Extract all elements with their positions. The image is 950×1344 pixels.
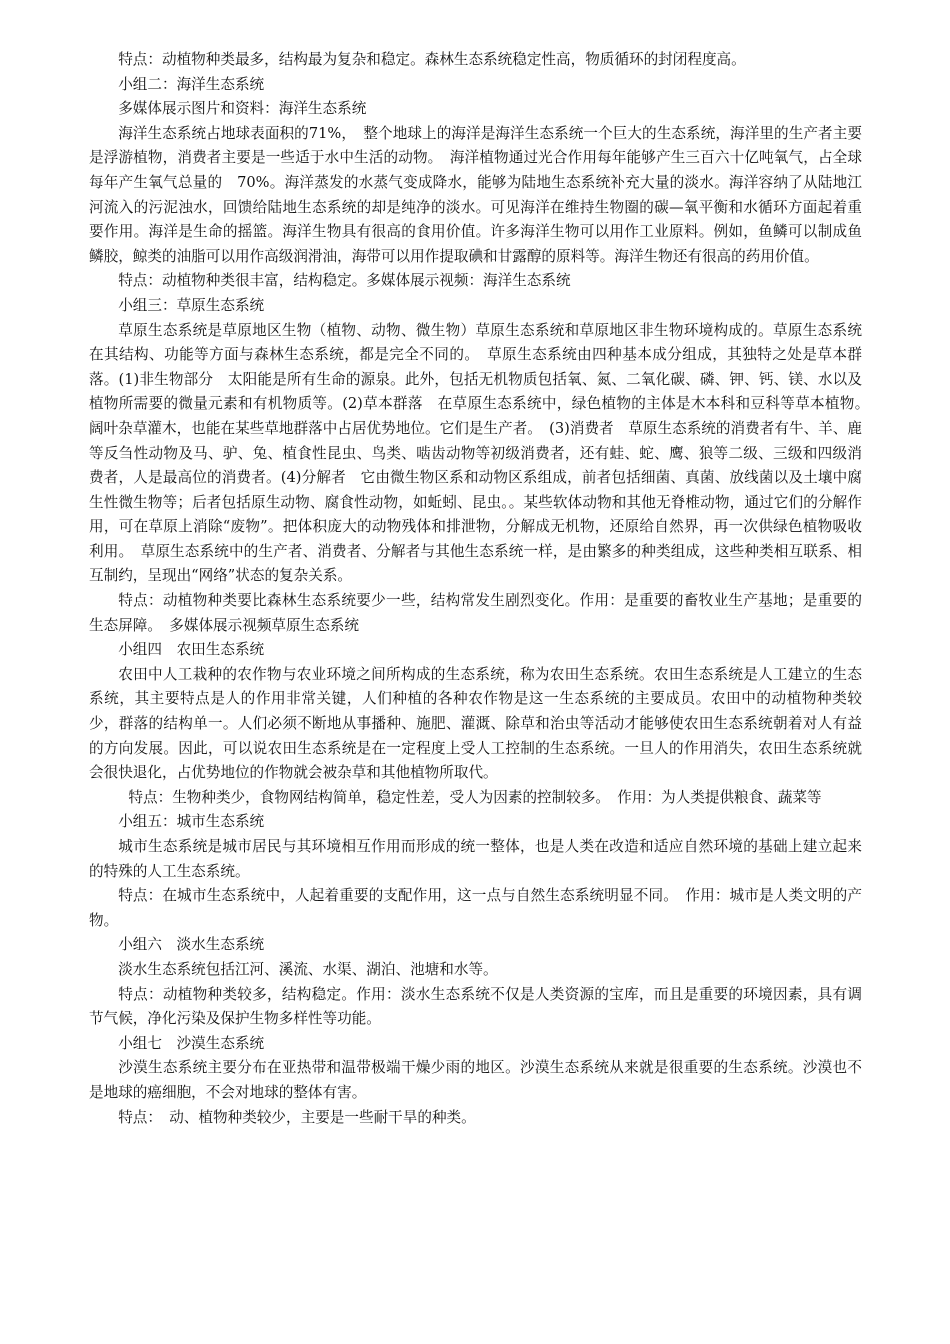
- paragraph-desert-features: 特点： 动、植物种类较少，主要是一些耐干旱的种类。: [118, 1108, 476, 1126]
- paragraph-desert-body: 沙漠生态系统主要分布在亚热带和温带极端干燥少雨的地区。沙漠生态系统从来就是很重要的生态系统。沙漠也不是地球的癌细胞，不会对地球的整体有害。: [89, 1059, 862, 1101]
- paragraph-freshwater-features: 特点：动植物种类较多，结构稳定。作用：淡水生态系统不仅是人类资源的宝库，而且是重要的环境因素，具有调节气候，净化污染及保护生物多样性等功能。: [89, 985, 862, 1028]
- paragraph-farmland-body: 农田中人工栽种的农作物与农业环境之间所构成的生态系统，称为农田生态系统。农田生态系统是人工建立的生态系统，其主要特点是人的作用非常关键，人们种植的各种农作物是这一生态系统的主要成员。农田中的动植物种类较少，群落的结构单一。人们必须不断地从事播种、施肥、灌溉、除草和治虫等活动才能够使农田生态系统朝着对人有益的方向发展。因此，可以说农田生态系统是在一定程度上受人工控制的生态系统。一旦人的作用消失，农田生态系统就会很快退化，占优势地位的作物就会被杂草和其他植物所取代。: [89, 665, 862, 782]
- paragraph-ocean-body: 海洋生态系统占地球表面积的71%， 整个地球上的海洋是海洋生态系统一个巨大的生态系统，海洋里的生产者主要是浮游植物，消费者主要是一些适于水中生活的动物。 海洋植物通过光合作用每年能够产生三百六十亿吨氧气，占全球每年产生氧气总量的 70%。海洋蒸发的水蒸气变成降水，能够为陆地生态系统补充大量的淡水。海洋容纳了从陆地江河流入的污泥浊水，回馈给陆地生态系统的却是纯净的淡水。可见海洋在维持生物圈的碳—氧平衡和水循环方面起着重要作用。海洋是生命的摇篮。海洋生物具有很高的食用价值。许多海洋生物可以用作工业原料。例如，鱼鳞可以制成鱼鳞胶，鲸类的油脂可以用作高级润滑油，海带可以用作提取碘和甘露醇的原料等。海洋生物还有很高的药用价值。: [89, 124, 862, 265]
- paragraph-farmland-features: 特点：生物种类少，食物网结构简单，稳定性差，受人为因素的控制较多。 作用：为人类提供粮食、蔬菜等: [128, 788, 822, 806]
- heading-group-6-freshwater: 小组六 淡水生态系统: [118, 936, 265, 954]
- paragraph-forest-features: 特点：动植物种类最多，结构最为复杂和稳定。森林生态系统稳定性高，物质循环的封闭程度高。: [118, 51, 746, 68]
- heading-group-7-desert: 小组七 沙漠生态系统: [118, 1034, 265, 1052]
- paragraph-freshwater-body: 淡水生态系统包括江河、溪流、水渠、湖泊、池塘和水等。: [118, 960, 498, 978]
- paragraph-city-features: 特点：在城市生态系统中，人起着重要的支配作用，这一点与自然生态系统明显不同。 作用：城市是人类文明的产物。: [89, 887, 862, 929]
- paragraph-city-body: 城市生态系统是城市居民与其环境相互作用而形成的统一整体，也是人类在改造和适应自然环境的基础上建立起来的特殊的人工生态系统。: [89, 838, 862, 880]
- paragraph-grassland-body: 草原生态系统是草原地区生物（植物、动物、微生物）草原生态系统和草原地区非生物环境构成的。草原生态系统在其结构、功能等方面与森林生态系统，都是完全不同的。 草原生态系统由四种基本成分组成，其独特之处是草本群落。(1)非生物部分 太阳能是所有生命的源泉。此外，包括无机物质包括氧、氮、二氧化碳、磷、钾、钙、镁、水以及植物所需要的微量元素和有机物质等。(2)草本群落 在草原生态系统中，绿色植物的主体是木本科和豆科等草本植物。 阔叶杂草灌木，也能在某些草地群落中占居优势地位。它们是生产者。 (3)消费者 草原生态系统的消费者有牛、羊、鹿等反刍性动物及马、驴、兔、植食性昆虫、鸟类、啮齿动物等初级消费者，还有蛙、蛇、鹰、狼等二级、三级和四级消费者，人是最高位的消费者。(4)分解者 它由微生物区系和动物区系组成，前者包括细菌、真菌、放线菌以及土壤中腐生性微生物等；后者包括原生动物、腐食性动物，如蚯蚓、昆虫。。某些软体动物和其他无脊椎动物，通过它们的分解作用，可在草原上消除“废物”。把体积庞大的动物残体和排泄物，分解成无机物，还原给自然界，再一次供绿色植物吸收利用。 草原生态系统中的生产者、消费者、分解者与其他生态系统一样，是由繁多的种类组成，这些种类相互联系、相互制约，呈现出“网络”状态的复杂关系。: [89, 321, 877, 585]
- heading-group-5-city: 小组五：城市生态系统: [118, 813, 265, 831]
- heading-group-2-ocean: 小组二：海洋生态系统: [118, 75, 265, 93]
- paragraph-ocean-features: 特点：动植物种类很丰富，结构稳定。多媒体展示视频：海洋生态系统: [118, 272, 571, 290]
- heading-group-3-grassland: 小组三：草原生态系统: [118, 296, 265, 314]
- paragraph-ocean-media: 多媒体展示图片和资料：海洋生态系统: [118, 100, 367, 118]
- heading-group-4-farmland: 小组四 农田生态系统: [118, 641, 265, 659]
- paragraph-grassland-features: 特点：动植物种类要比森林生态系统要少一些，结构常发生剧烈变化。作用：是重要的畜牧业生产基地；是重要的生态屏障。 多媒体展示视频草原生态系统: [89, 592, 862, 634]
